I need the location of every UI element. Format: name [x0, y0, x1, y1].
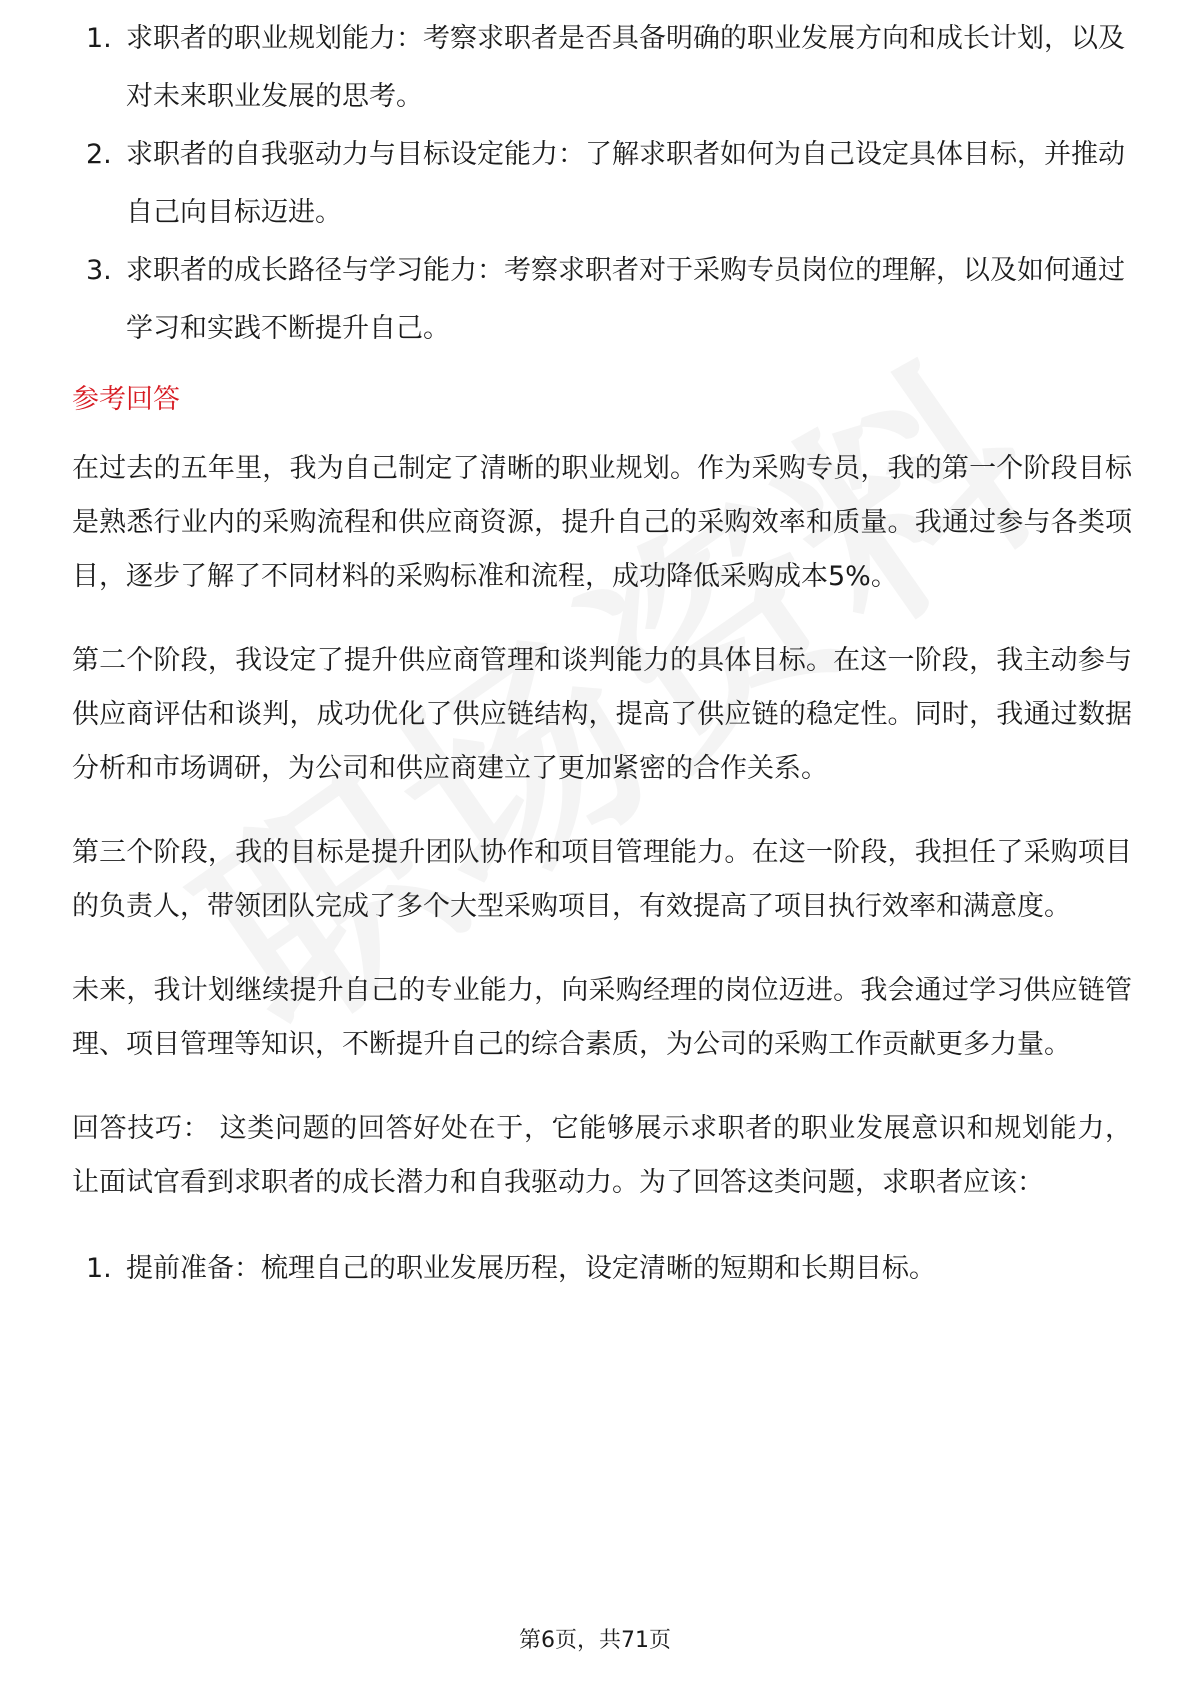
- list-text: 求职者的成长路径与学习能力：考察求职者对于采购专员岗位的理解，以及如何通过学习和实践不断提升自己。: [126, 255, 1125, 344]
- list-text: 求职者的自我驱动力与目标设定能力：了解求职者如何为自己设定具体目标，并推动自己向目标迈进。: [126, 139, 1125, 228]
- paragraph: 回答技巧： 这类问题的回答好处在于，它能够展示求职者的职业发展意识和规划能力，让面试官看到求职者的成长潜力和自我驱动力。为了回答这类问题，求职者应该：: [72, 1113, 1132, 1198]
- list-number: 3.: [86, 255, 112, 286]
- paragraph: 第三个阶段，我的目标是提升团队协作和项目管理能力。在这一阶段，我担任了采购项目的负责人，带领团队完成了多个大型采购项目，有效提高了项目执行效率和满意度。: [72, 837, 1132, 922]
- paragraph: 未来，我计划继续提升自己的专业能力，向采购经理的岗位迈进。我会通过学习供应链管理、项目管理等知识，不断提升自己的综合素质，为公司的采购工作贡献更多力量。: [72, 975, 1132, 1060]
- document-body: [72, 23, 1132, 1298]
- tips-list: [72, 1240, 1132, 1298]
- list-item: [72, 242, 1132, 358]
- list-item: [72, 1240, 1132, 1298]
- paragraph: 第二个阶段，我设定了提升供应商管理和谈判能力的具体目标。在这一阶段，我主动参与供应商评估和谈判，成功优化了供应链结构，提高了供应链的稳定性。同时，我通过数据分析和市场调研，为公司和供应商建立了更加紧密的合作关系。: [72, 645, 1132, 784]
- list-number: 1.: [86, 23, 112, 54]
- page-footer: 第6页，共71页: [519, 1628, 671, 1653]
- list-text: 提前准备：梳理自己的职业发展历程，设定清晰的短期和长期目标。: [126, 1253, 936, 1284]
- criteria-list: [72, 10, 1132, 358]
- section-title: 参考回答: [72, 384, 180, 415]
- list-text: 求职者的职业规划能力：考察求职者是否具备明确的职业发展方向和成长计划，以及对未来职业发展的思考。: [126, 23, 1125, 112]
- list-item: [72, 126, 1132, 242]
- list-number: 2.: [86, 139, 112, 170]
- list-item: [72, 10, 1132, 126]
- paragraph: 在过去的五年里，我为自己制定了清晰的职业规划。作为采购专员，我的第一个阶段目标是熟悉行业内的采购流程和供应商资源，提升自己的采购效率和质量。我通过参与各类项目，逐步了解了不同材料的采购标准和流程，成功降低采购成本5%。: [72, 453, 1132, 592]
- list-number: 1.: [86, 1253, 112, 1284]
